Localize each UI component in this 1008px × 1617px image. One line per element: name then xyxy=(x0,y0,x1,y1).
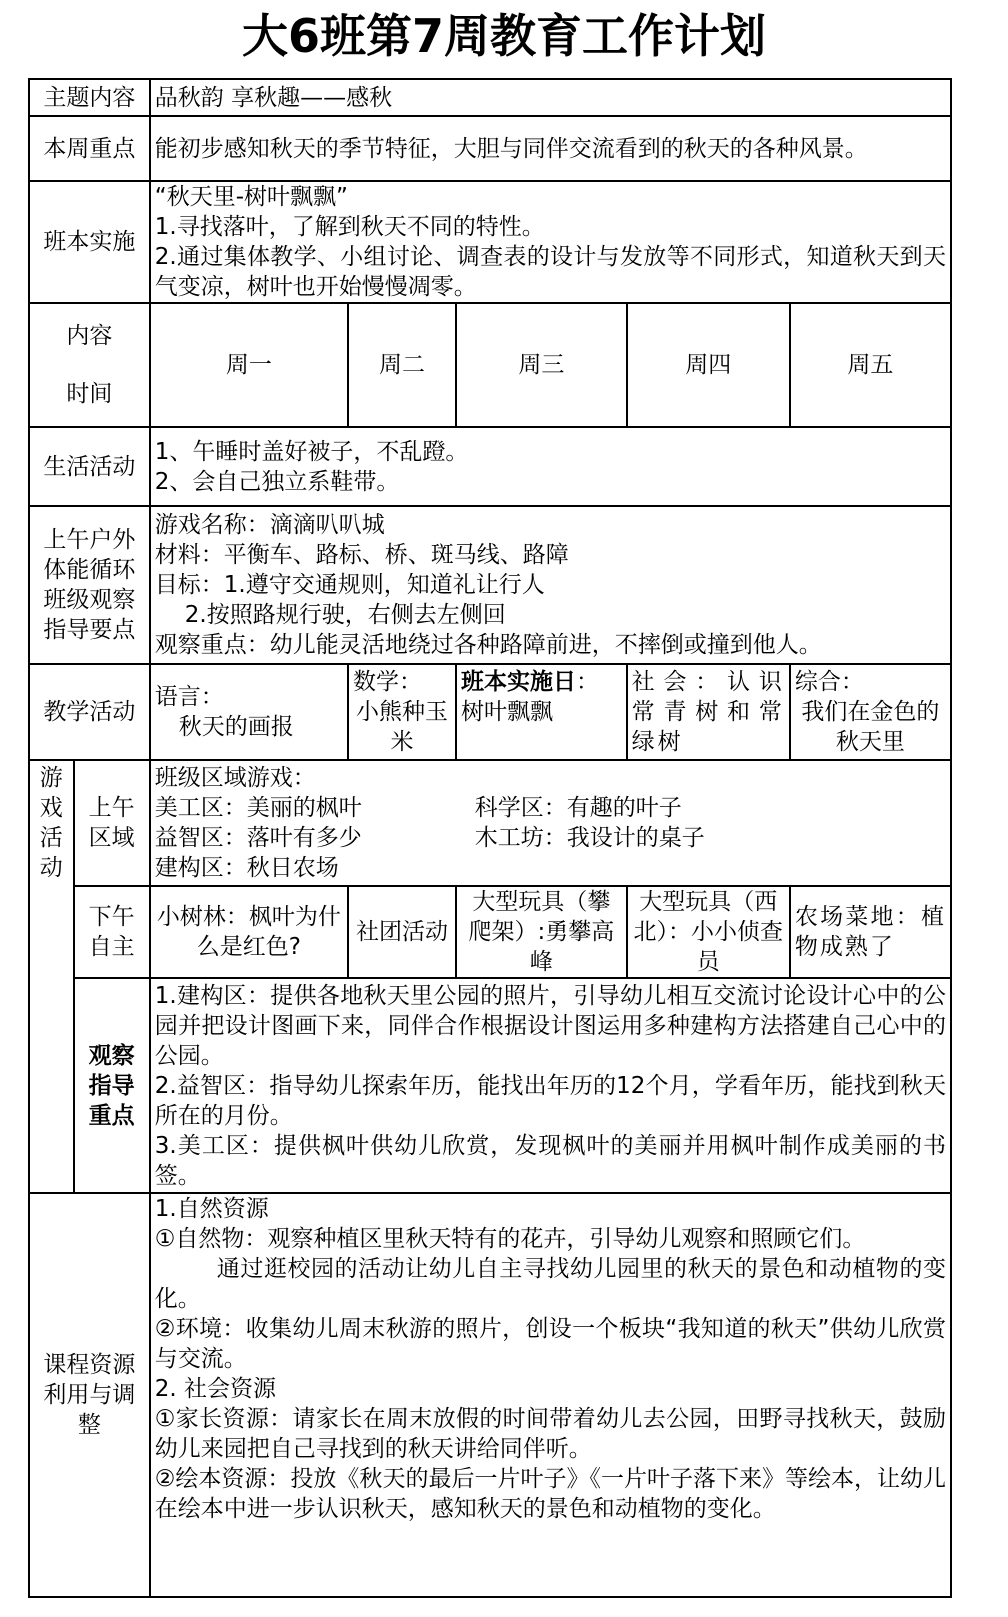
teaching-thursday: 社会：认识常青树和常绿树 xyxy=(627,664,790,760)
observe-label: 观察指导重点 xyxy=(74,978,150,1193)
focus-label: 本周重点 xyxy=(29,116,150,181)
afternoon-wednesday: 大型玩具（攀爬架）:勇攀高峰 xyxy=(456,886,627,978)
resources-label: 课程资源利用与调整 xyxy=(29,1193,150,1597)
observe-line: 2.益智区：指导幼儿探索年历，能找出年历的12个月，学看年历，能找到秋天所在的月份。 xyxy=(154,1072,946,1129)
theme-value: 品秋韵 享秋趣——感秋 xyxy=(150,79,951,116)
outdoor-line: 材料：平衡车、路标、桥、斑马线、路障 xyxy=(154,542,569,568)
area-item: 美工区：美丽的枫叶 xyxy=(154,795,362,821)
afternoon-tuesday: 社团活动 xyxy=(348,886,456,978)
resources-row xyxy=(29,1193,951,1597)
life-label: 生活活动 xyxy=(29,427,150,506)
header-spacer xyxy=(34,351,145,379)
teaching-monday xyxy=(150,664,348,760)
outdoor-label: 上午户外体能循环班级观察指导要点 xyxy=(29,506,150,664)
outdoor-row xyxy=(29,506,951,664)
time-header: 时间 xyxy=(66,381,113,407)
resource-line: 通过逛校园的活动让幼儿自主寻找幼儿园里的秋天的景色和动植物的变化。 xyxy=(154,1256,946,1312)
day-header-row xyxy=(29,303,951,427)
teaching-friday xyxy=(790,664,951,760)
resource-line: ①家长资源：请家长在周末放假的时间带着幼儿去公园，田野寻找秋天，鼓励幼儿来园把自己寻找到的秋天讲给同伴听。 xyxy=(154,1406,946,1462)
teaching-subject: 语言： xyxy=(154,684,224,710)
teaching-topic: 我们在金色的秋天里 xyxy=(801,699,940,755)
teaching-label: 教学活动 xyxy=(29,664,150,760)
morning-area-label: 上午区域 xyxy=(74,760,150,886)
implementation-line: 2.通过集体教学、小组讨论、调查表的设计与发放等不同形式，知道秋天到天气变凉，树叶也开始慢慢凋零。 xyxy=(154,244,946,300)
afternoon-thursday: 大型玩具（西北）：小小侦查员 xyxy=(627,886,790,978)
afternoon-monday: 小树林：枫叶为什么是红色? xyxy=(150,886,348,978)
area-item: 木工坊：我设计的桌子 xyxy=(474,825,705,851)
area-heading: 班级区域游戏： xyxy=(154,765,316,791)
teaching-colon: ： xyxy=(576,669,600,695)
observe-line: 3.美工区：提供枫叶供幼儿欣赏，发现枫叶的美丽并用枫叶制作成美丽的书签。 xyxy=(154,1132,946,1189)
resource-line: ①自然物：观察种植区里秋天特有的花卉，引导幼儿观察和照顾它们。 xyxy=(154,1226,866,1252)
observe-row xyxy=(29,978,951,1193)
area-item: 益智区：落叶有多少 xyxy=(154,825,362,851)
afternoon-label: 下午自主 xyxy=(74,886,150,978)
teaching-tuesday xyxy=(348,664,456,760)
outdoor-line: 观察重点：幼儿能灵活地绕过各种路障前进，不摔倒或撞到他人。 xyxy=(154,632,822,658)
life-line: 2、会自己独立系鞋带。 xyxy=(154,468,400,495)
observe-line: 1.建构区：提供各地秋天里公园的照片，引导幼儿相互交流讨论设计心中的公园并把设计图画下来，同伴合作根据设计图运用多种建构方法搭建自己心中的公园。 xyxy=(154,982,946,1069)
page-title: 大6班第7周教育工作计划 xyxy=(241,9,766,63)
theme-label: 主题内容 xyxy=(29,79,150,116)
teaching-subject: 数学： xyxy=(352,669,422,695)
day-friday: 周五 xyxy=(790,303,951,427)
game-morning-row xyxy=(29,760,951,886)
teaching-wednesday xyxy=(456,664,627,760)
resources-content xyxy=(150,1193,951,1597)
afternoon-friday: 农场菜地：植物成熟了 xyxy=(790,886,951,978)
theme-row xyxy=(29,79,951,116)
day-tuesday: 周二 xyxy=(348,303,456,427)
plan-table xyxy=(28,78,952,1598)
teaching-subject: 综合： xyxy=(794,669,864,695)
implementation-line: 1.寻找落叶，了解到秋天不同的特性。 xyxy=(154,214,545,240)
resource-line: ②绘本资源：投放《秋天的最后一片叶子》《一片叶子落下来》等绘本，让幼儿在绘本中进一步认识秋天，感知秋天的景色和动植物的变化。 xyxy=(154,1466,946,1522)
outdoor-line: 目标：1.遵守交通规则，知道礼让行人 xyxy=(154,572,545,598)
outdoor-line: 游戏名称：滴滴叭叭城 xyxy=(154,512,385,538)
resource-line: 2. 社会资源 xyxy=(154,1376,277,1402)
area-item: 科学区：有趣的叶子 xyxy=(474,795,682,821)
teaching-subject: 班本实施日 xyxy=(461,669,577,695)
day-wednesday: 周三 xyxy=(456,303,627,427)
resource-line: ②环境：收集幼儿周末秋游的照片，创设一个板块“我知道的秋天”供幼儿欣赏与交流。 xyxy=(154,1316,946,1372)
focus-value: 能初步感知秋天的季节特征，大胆与同伴交流看到的秋天的各种风景。 xyxy=(150,116,951,181)
life-row xyxy=(29,427,951,506)
day-monday: 周一 xyxy=(150,303,348,427)
implementation-line: “秋天里-树叶飘飘” xyxy=(154,184,348,210)
day-thursday: 周四 xyxy=(627,303,790,427)
morning-area-content xyxy=(150,760,951,886)
content-header: 内容 xyxy=(66,323,113,349)
focus-row xyxy=(29,116,951,181)
implementation-content xyxy=(150,181,951,303)
resource-line: 1.自然资源 xyxy=(154,1196,269,1222)
life-line: 1、午睡时盖好被子，不乱蹬。 xyxy=(154,438,469,465)
content-time-header xyxy=(29,303,150,427)
observe-content xyxy=(150,978,951,1193)
implementation-row xyxy=(29,181,951,303)
game-label-text: 游戏活动 xyxy=(39,765,63,881)
game-afternoon-row xyxy=(29,886,951,978)
teaching-row xyxy=(29,664,951,760)
implementation-label: 班本实施 xyxy=(29,181,150,303)
game-label xyxy=(29,760,74,1193)
life-content xyxy=(150,427,951,506)
teaching-topic: 树叶飘飘 xyxy=(461,699,554,725)
area-item: 建构区：秋日农场 xyxy=(154,855,339,881)
teaching-topic: 小熊种玉米 xyxy=(355,699,448,755)
outdoor-line: 2.按照路规行驶，右侧去左侧回 xyxy=(184,602,506,628)
teaching-topic: 秋天的画报 xyxy=(178,714,294,740)
outdoor-content xyxy=(150,506,951,664)
